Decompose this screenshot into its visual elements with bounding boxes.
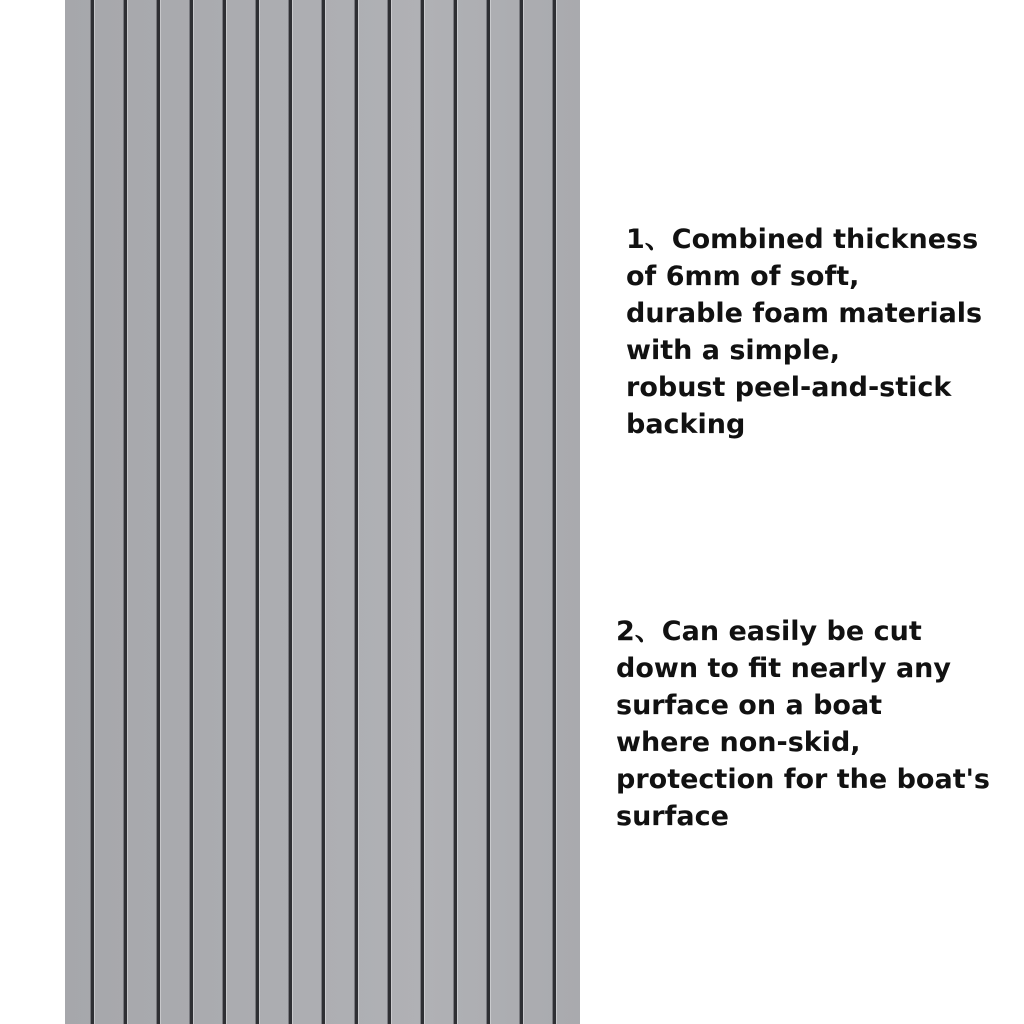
feature-1-line-5: robust peel-and-stick xyxy=(626,372,952,403)
feature-2-line-4: where non-skid, xyxy=(616,727,861,758)
mat-groove xyxy=(454,0,457,1024)
feature-text-1 xyxy=(626,221,982,443)
mat-groove xyxy=(487,0,490,1024)
mat-groove xyxy=(256,0,259,1024)
feature-2-line-6: surface xyxy=(616,801,729,832)
feature-2-line-2: down to fit nearly any xyxy=(616,653,951,684)
mat-groove xyxy=(553,0,556,1024)
mat-groove xyxy=(157,0,160,1024)
feature-1-line-4: with a simple, xyxy=(626,335,840,366)
feature-2-line-3: surface on a boat xyxy=(616,690,883,721)
feature-2-line-1: 2、Can easily be cut xyxy=(616,616,922,647)
feature-2-line-5: protection for the boat's xyxy=(616,764,990,795)
feature-1-line-2: of 6mm of soft, xyxy=(626,261,860,292)
feature-text-2 xyxy=(616,613,990,835)
mat-groove xyxy=(91,0,94,1024)
feature-1-line-6: backing xyxy=(626,409,746,440)
mat-groove xyxy=(190,0,193,1024)
feature-1-line-1: 1、Combined thickness xyxy=(626,224,979,255)
mat-groove xyxy=(520,0,523,1024)
feature-1-line-3: durable foam materials xyxy=(626,298,983,329)
mat-groove xyxy=(223,0,226,1024)
mat-groove xyxy=(355,0,358,1024)
foam-deck-mat-image xyxy=(65,0,580,1024)
mat-groove xyxy=(124,0,127,1024)
mat-groove xyxy=(289,0,292,1024)
mat-groove xyxy=(322,0,325,1024)
mat-groove xyxy=(421,0,424,1024)
mat-groove xyxy=(388,0,391,1024)
